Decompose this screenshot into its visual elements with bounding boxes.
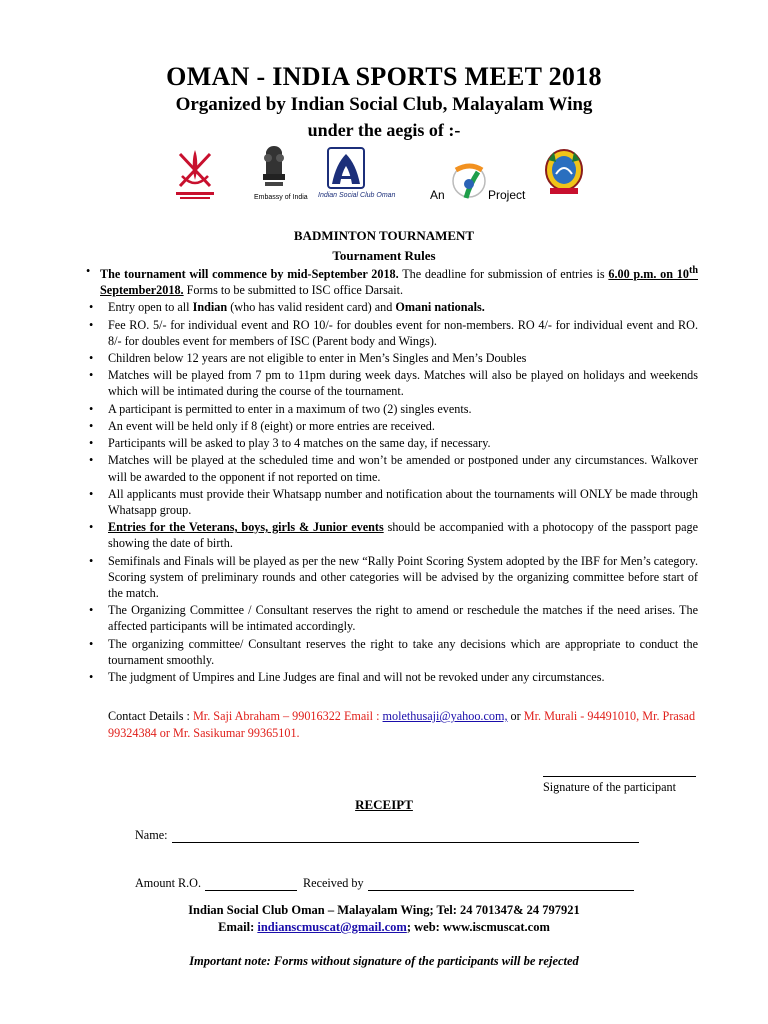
footer-web: ; web: www.iscmuscat.com <box>406 920 550 934</box>
name-label: Name: <box>135 828 168 842</box>
receipt-amount-row <box>135 876 634 891</box>
footer-email-link[interactable]: indianscmuscat@gmail.com <box>257 920 407 934</box>
rule-item: • Children below 12 years are not eligible to enter in Men’s Singles and Men’s Doubles <box>86 350 698 366</box>
rule-1-sup: th <box>688 265 698 276</box>
embassy-of-india-logo <box>254 144 308 201</box>
rule-1-tail: Forms to be submitted to ISC office Darsait. <box>183 283 404 298</box>
organizer-line: Organized by Indian Social Club, Malayalam Wing <box>175 94 593 115</box>
contact-label: Contact Details : <box>108 709 193 723</box>
rule-1-time: 6.00 p.m. on 10 <box>608 267 689 282</box>
sponsor-logos <box>168 142 588 212</box>
rule-item: • Matches will be played from 7 pm to 11pm during week days. Matches will also be played on holidays and weekends which will be intimated during the course of the tournament. <box>86 367 698 399</box>
rule-item: • Participants will be asked to play 3 to 4 matches on the same day, if necessary. <box>86 435 698 451</box>
footer-contact-line <box>0 920 768 935</box>
isc-oman-logo <box>318 146 395 199</box>
amount-label: Amount R.O. <box>135 876 202 890</box>
rule-2-c: (who has valid resident card) and <box>227 300 396 315</box>
tournament-title: BADMINTON TOURNAMENT <box>293 228 475 243</box>
rules-list <box>86 263 698 686</box>
rule-11-bold: Entries for the Veterans, boys, girls & Junior events <box>108 520 384 535</box>
signature-line <box>543 776 696 777</box>
rule-item: • Matches will be played at the scheduled time and won’t be amended or postponed under any circumstances. Walkover will be awarded to the opponent if not reported on time. <box>86 452 698 484</box>
rule-2-b: Indian <box>192 300 228 315</box>
receipt-name-row <box>135 828 639 843</box>
seven-project-logo <box>450 158 488 204</box>
project-an-text: An <box>430 188 445 202</box>
oman-emblem-logo <box>170 146 220 204</box>
name-field-line[interactable] <box>172 831 639 843</box>
rule-item: • Fee RO. 5/- for individual event and RO 10/- for doubles event for non-members. RO 4/- for individual event and RO. 8/- for doubles event for members of ISC (Parent body and Wings). <box>86 317 698 349</box>
contact-saji: Mr. Saji Abraham – 99016322 Email : <box>192 709 383 723</box>
rule-2-d: Omani nationals. <box>395 300 485 315</box>
contact-email-link[interactable]: molethusaji@yahoo.com, <box>382 709 508 723</box>
rule-item <box>86 519 698 551</box>
rule-item <box>86 263 698 298</box>
tournament-subtitle: Tournament Rules <box>332 248 436 263</box>
rule-item: • The organizing committee/ Consultant reserves the right to take any decisions which are appropriate to conduct the tournament smoothly. <box>86 636 698 668</box>
footer-club-line: Indian Social Club Oman – Malayalam Wing; Tel: 24 701347& 24 797921 <box>188 903 580 917</box>
rule-1-bold: The tournament will commence by mid-September 2018. <box>100 267 399 282</box>
project-label-text: Project <box>488 188 526 202</box>
contact-others: Mr. Murali - 94491010, Mr. Prasad 99324384 or Mr. Sasikumar 99365101. <box>108 709 696 740</box>
rule-11-text: should be accompanied with a photocopy of the passport page showing the date of birth. <box>108 520 698 551</box>
rule-1-text: The deadline for submission of entries is <box>398 267 609 282</box>
important-note: Important note: Forms without signature of the participants will be rejected <box>189 954 579 968</box>
contact-or: or <box>507 709 524 723</box>
event-title: OMAN - INDIA SPORTS MEET 2018 <box>166 62 602 91</box>
rule-item: • An event will be held only if 8 (eight) or more entries are received. <box>86 418 698 434</box>
received-by-label: Received by <box>303 876 364 890</box>
received-by-field-line[interactable] <box>368 879 634 891</box>
kerala-emblem-logo <box>542 146 586 198</box>
rule-item <box>86 299 698 315</box>
amount-field-line[interactable] <box>205 879 297 891</box>
rule-item: • A participant is permitted to enter in a maximum of two (2) singles events. <box>86 401 698 417</box>
rule-item: • The Organizing Committee / Consultant reserves the right to amend or reschedule the matches if the need arises. The affected participants will be intimated accordingly. <box>86 602 698 634</box>
rule-2-a: Entry open to all <box>108 300 193 315</box>
aegis-line: under the aegis of :- <box>307 120 461 140</box>
contact-details <box>108 708 698 742</box>
rule-item: • The judgment of Umpires and Line Judges are final and will not be revoked under any circumstances. <box>86 669 698 685</box>
footer-email-label: Email: <box>218 920 258 934</box>
rule-1-date: September2018. <box>100 283 184 298</box>
isc-caption: Indian Social Club Oman <box>318 192 396 199</box>
rule-item: • All applicants must provide their Whatsapp number and notification about the tournaments will ONLY be made through Whatsapp group. <box>86 486 698 518</box>
signature-label: Signature of the participant <box>543 780 677 794</box>
receipt-title: RECEIPT <box>355 797 413 812</box>
rule-item: • Semifinals and Finals will be played as per the new “Rally Point Scoring System adopted by the IBF for Men’s category. Scoring system of preliminary rounds and other categories will be advised by the organizing committee before start of the match. <box>86 553 698 602</box>
embassy-caption: Embassy of India <box>254 194 308 201</box>
